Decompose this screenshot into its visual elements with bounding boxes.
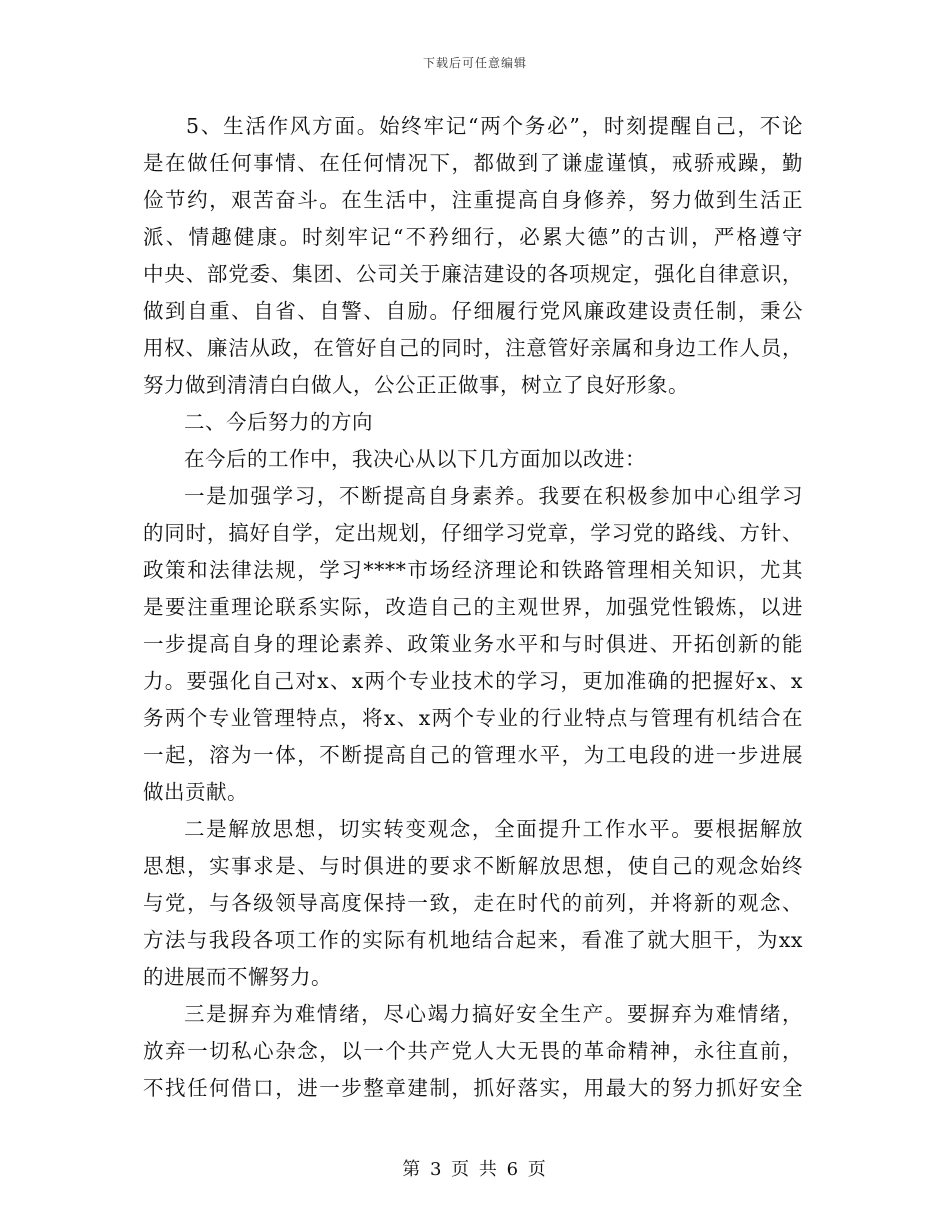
paragraph-study (143, 478, 803, 811)
text-line: 力。要强化自己对x、x两个专业技术的学习，更加准确的把握好x、x (143, 669, 803, 693)
paragraph-lifestyle (143, 108, 803, 404)
text-line: 用权、廉洁从政，在管好自己的同时，注意管好亲属和身边工作人员， (143, 336, 803, 360)
paragraph-intro (143, 441, 803, 478)
document-body (143, 108, 803, 1107)
text-line: 派、情趣健康。时刻牢记“不矜细行，必累大德”的古训，严格遵守 (143, 225, 803, 249)
text-line: 务两个专业管理特点，将x、x两个专业的行业特点与管理有机结合在 (143, 706, 803, 730)
text-line: 一步提高自身的理论素养、政策业务水平和与时俱进、开拓创新的能 (143, 632, 803, 656)
text-line: 思想，实事求是、与时俱进的要求不断解放思想，使自己的观念始终 (143, 854, 803, 878)
text-line: 的同时，搞好自学，定出规划，仔细学习党章，学习党的路线、方针、 (143, 521, 803, 545)
page-number-footer: 第 3 页 共 6 页 (402, 1159, 548, 1180)
text-line: 做到自重、自省、自警、自励。仔细履行党风廉政建设责任制，秉公 (143, 299, 803, 323)
text-line: 方法与我段各项工作的实际有机地结合起来，看准了就大胆干，为xx (143, 928, 803, 952)
text-line: 努力做到清清白白做人，公公正正做事，树立了良好形象。 (143, 373, 689, 397)
text-line: 俭节约，艰苦奋斗。在生活中，注重提高自身修养，努力做到生活正 (143, 188, 803, 212)
text-line: 一起，溶为一体，不断提高自己的管理水平，为工电段的进一步进展 (143, 743, 803, 767)
text-line: 与党，与各级领导高度保持一致，走在时代的前列，并将新的观念、 (143, 891, 803, 915)
paragraph-liberate-thinking (143, 811, 803, 996)
text-line: 一是加强学习，不断提高自身素养。我要在积极参加中心组学习 (184, 484, 803, 508)
text-line: 三是摒弃为难情绪，尽心竭力搞好安全生产。要摒弃为难情绪， (184, 1002, 803, 1026)
page-header: 下载后可任意编辑 (422, 56, 527, 70)
text-line: 放弃一切私心杂念，以一个共产党人大无畏的革命精神，永往直前， (143, 1039, 803, 1063)
text-line: 政策和法律法规，学习****市场经济理论和铁路管理相关知识，尤其 (143, 558, 803, 582)
text-line: 做出贡献。 (143, 780, 248, 804)
text-line: 5、生活作风方面。始终牢记“两个务必”，时刻提醒自己，不论 (186, 114, 803, 138)
text-line: 是在做任何事情、在任何情况下，都做到了谦虚谨慎，戒骄戒躁，勤 (143, 151, 803, 175)
section-heading (143, 404, 803, 441)
paragraph-safety (143, 996, 803, 1107)
text-line: 二、今后努力的方向 (184, 410, 373, 434)
text-line: 不找任何借口，进一步整章建制，抓好落实，用最大的努力抓好安全 (143, 1076, 803, 1100)
text-line: 在今后的工作中，我决心从以下几方面加以改进： (184, 447, 646, 471)
text-line: 二是解放思想，切实转变观念，全面提升工作水平。要根据解放 (184, 817, 803, 841)
text-line: 的进展而不懈努力。 (143, 965, 332, 989)
text-line: 中央、部党委、集团、公司关于廉洁建设的各项规定，强化自律意识， (143, 262, 803, 286)
text-line: 是要注重理论联系实际，改造自己的主观世界，加强党性锻炼，以进 (143, 595, 803, 619)
